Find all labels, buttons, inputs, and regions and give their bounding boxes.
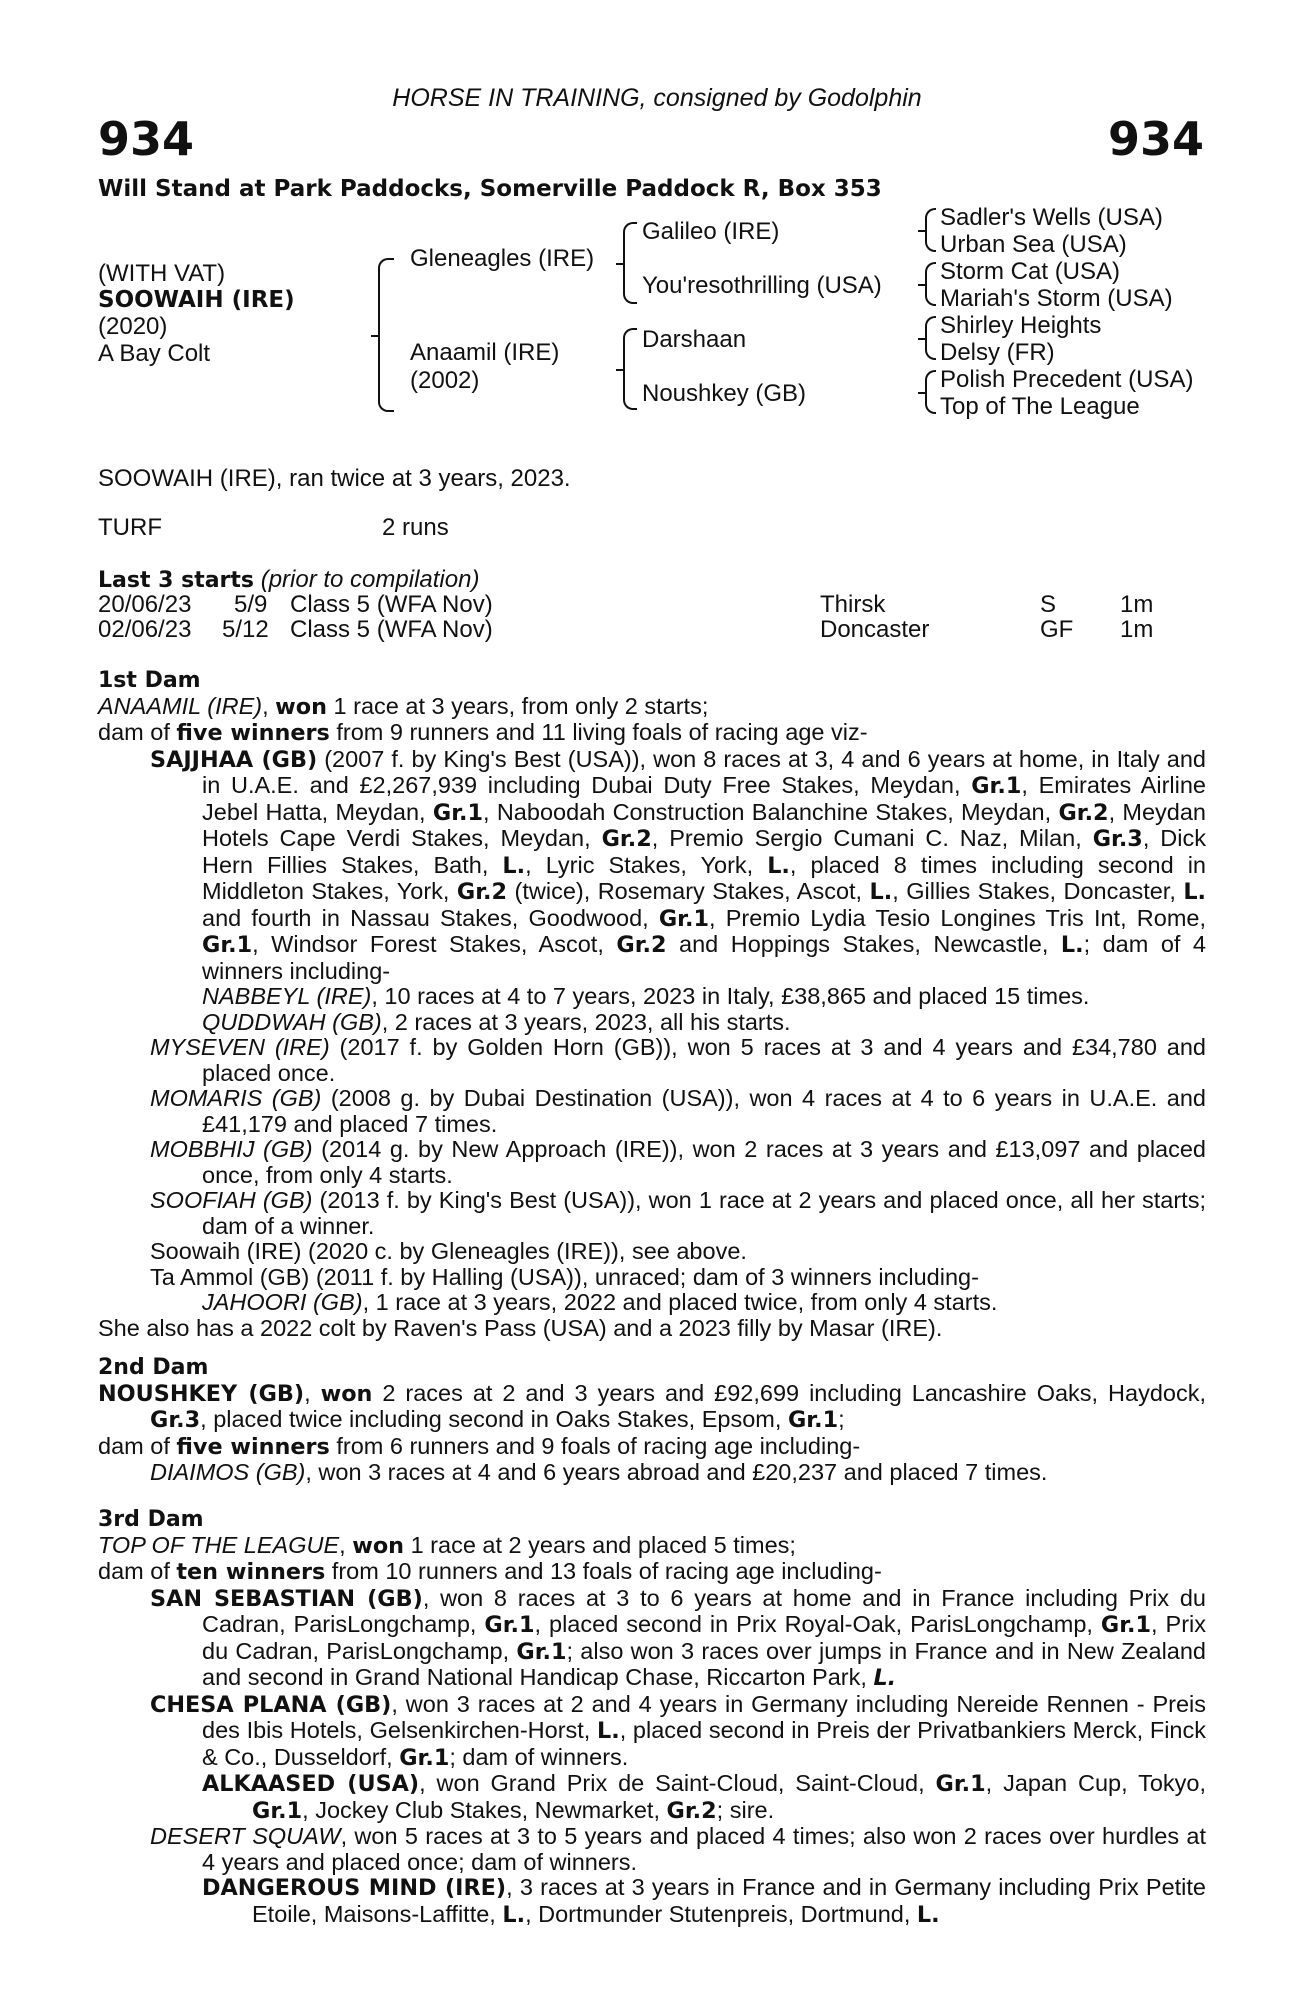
pedigree-dam-dam: Noushkey (GB) <box>642 380 807 407</box>
start-row: 02/06/23 5/12 Class 5 (WFA Nov) Doncaster GF 1m <box>98 616 1154 643</box>
horse-year: (2020) <box>98 313 168 340</box>
lot-number-right: 934 <box>1107 112 1204 166</box>
second-dam-heading: 2nd Dam <box>98 1355 209 1380</box>
pedigree-brace-sire <box>623 222 637 304</box>
turf-runs: 2 runs <box>382 514 449 541</box>
start-row: 20/06/23 5/9 Class 5 (WFA Nov) Thirsk S 1m <box>98 591 1154 618</box>
horse-description: A Bay Colt <box>98 340 211 367</box>
pedigree-g1: Sadler's Wells (USA) <box>940 204 1163 231</box>
vat-note: (WITH VAT) <box>98 260 226 287</box>
pedigree-sire-sire: Galileo (IRE) <box>642 218 780 245</box>
pedigree-g2: Urban Sea (USA) <box>940 231 1127 258</box>
pedigree-brace-g1 <box>925 208 936 252</box>
pedigree-g8: Top of The League <box>940 393 1140 420</box>
first-dam-heading: 1st Dam <box>98 668 201 693</box>
horse-name: SOOWAIH (IRE) <box>98 287 295 313</box>
pedigree-g3: Storm Cat (USA) <box>940 258 1121 285</box>
pedigree-brace-g4 <box>925 370 936 414</box>
turf-label: TURF <box>98 514 162 541</box>
third-dam-heading: 3rd Dam <box>98 1507 204 1532</box>
lot-number-left: 934 <box>98 112 195 166</box>
third-dam-section: 3rd Dam TOP OF THE LEAGUE, won 1 race at 2 years and placed 5 times; dam of ten winners from 10 runners and 13 foals of racing age including- SAN SEBASTIAN (GB), won 8 races at 3 to 6 years at home and in France including Prix du Cadran, ParisLongchamp, Gr.1, placed second in Prix Royal-Oak, ParisLongchamp, Gr.1, Prix du Cadran, ParisLongchamp, Gr.1; also won 3 races over jumps in France and in New Zealand and second in Grand National Handicap Chase, Riccarton Park, L. CHESA PLANA (GB), won 3 races at 2 and 4 years in Germany including Nereide Rennen - Preis des Ibis Hotels, Gelsenkirchen-Horst, L., placed second in Preis der Privatbankiers Merck, Finck & Co., Dusseldorf, Gr.1; dam of winners. ALKAASED (USA), won Grand Prix de Saint-Cloud, Saint-Cloud, Gr.1, Japan Cup, Tokyo, Gr.1, Jockey Club Stakes, Newmarket, Gr.2; sire. DESERT SQUAW, won 5 races at 3 to 5 years and placed 4 times; also won 2 races over hurdles at 4 years and placed once; dam of winners. DANGEROUS MIND (IRE), 3 races at 3 years in France and in Germany including Prix Petite Etoile, Maisons-Laffitte, L., Dortmunder Stutenpreis, Dortmund, L. <box>98 1507 1207 1928</box>
pedigree-sire: Gleneagles (IRE) <box>410 245 595 272</box>
stand-location: Will Stand at Park Paddocks, Somerville Paddock R, Box 353 <box>98 176 882 202</box>
pedigree-brace-dam <box>623 328 637 410</box>
consignment-line: HORSE IN TRAINING, consigned by Godolphin <box>392 84 922 112</box>
pedigree-g5: Shirley Heights <box>940 312 1102 339</box>
last-starts-heading: Last 3 starts (prior to compilation) <box>98 566 480 593</box>
pedigree-g7: Polish Precedent (USA) <box>940 366 1194 393</box>
pedigree-g6: Delsy (FR) <box>940 339 1055 366</box>
pedigree-dam: Anaamil (IRE) <box>410 339 560 366</box>
pedigree-dam-year: (2002) <box>410 367 480 394</box>
pedigree-g4: Mariah's Storm (USA) <box>940 285 1173 312</box>
pedigree-sire-dam: You'resothrilling (USA) <box>642 272 882 299</box>
first-dam-section: 1st Dam ANAAMIL (IRE), won 1 race at 3 years, from only 2 starts; dam of five winners from 9 runners and 11 living foals of racing age viz- SAJJHAA (GB) (2007 f. by King's Best (USA)), won 8 races at 3, 4 and 6 years at home, in Italy and in U.A.E. and £2,267,939 including Dubai Duty Free Stakes, Meydan, Gr.1, Emirates Airline Jebel Hatta, Meydan, Gr.1, Naboodah Construction Balanchine Stakes, Meydan, Gr.2, Meydan Hotels Cape Verdi Stakes, Meydan, Gr.2, Premio Sergio Cumani C. Naz, Milan, Gr.3, Dick Hern Fillies Stakes, Bath, L., Lyric Stakes, York, L., placed 8 times including second in Middleton Stakes, York, Gr.2 (twice), Rosemary Stakes, Ascot, L., Gillies Stakes, Doncaster, L. and fourth in Nassau Stakes, Goodwood, Gr.1, Premio Lydia Tesio Longines Tris Int, Rome, Gr.1, Windsor Forest Stakes, Ascot, Gr.2 and Hoppings Stakes, Newcastle, L.; dam of 4 winners including- NABBEYL (IRE), 10 races at 4 to 7 years, 2023 in Italy, £38,865 and placed 15 times. QUDDWAH (GB), 2 races at 3 years, 2023, all his starts. MYSEVEN (IRE) (2017 f. by Golden Horn (GB)), won 5 races at 3 and 4 years and £34,780 and placed once. MOMARIS (GB) (2008 g. by Dubai Destination (USA)), won 4 races at 4 to 6 years in U.A.E. and £41,179 and placed 7 times. MOBBHIJ (GB) (2014 g. by New Approach (IRE)), won 2 races at 3 years and £13,097 and placed once, from only 4 starts. SOOFIAH (GB) (2013 f. by King's Best (USA)), won 1 race at 2 years and placed once, all her starts; dam of a winner. Soowaih (IRE) (2020 c. by Gleneagles (IRE)), see above. Ta Ammol (GB) (2011 f. by Halling (USA)), unraced; dam of 3 winners including- JAHOORI (GB), 1 race at 3 years, 2022 and placed twice, from only 4 starts. She also has a 2022 colt by Raven's Pass (USA) and a 2023 filly by Masar (IRE). <box>98 668 1207 1341</box>
pedigree-brace-g2 <box>925 262 936 306</box>
race-summary: SOOWAIH (IRE), ran twice at 3 years, 2023. <box>98 465 571 492</box>
pedigree-dam-sire: Darshaan <box>642 326 747 353</box>
second-dam-section: 2nd Dam NOUSHKEY (GB), won 2 races at 2 and 3 years and £92,699 including Lancashire Oaks, Haydock, Gr.3, placed twice including second in Oaks Stakes, Epsom, Gr.1; dam of five winners from 6 runners and 9 foals of racing age including- DIAIMOS (GB), won 3 races at 4 and 6 years abroad and £20,237 and placed 7 times. <box>98 1355 1206 1485</box>
pedigree-brace-g3 <box>925 316 936 360</box>
pedigree-brace-main <box>378 258 394 412</box>
